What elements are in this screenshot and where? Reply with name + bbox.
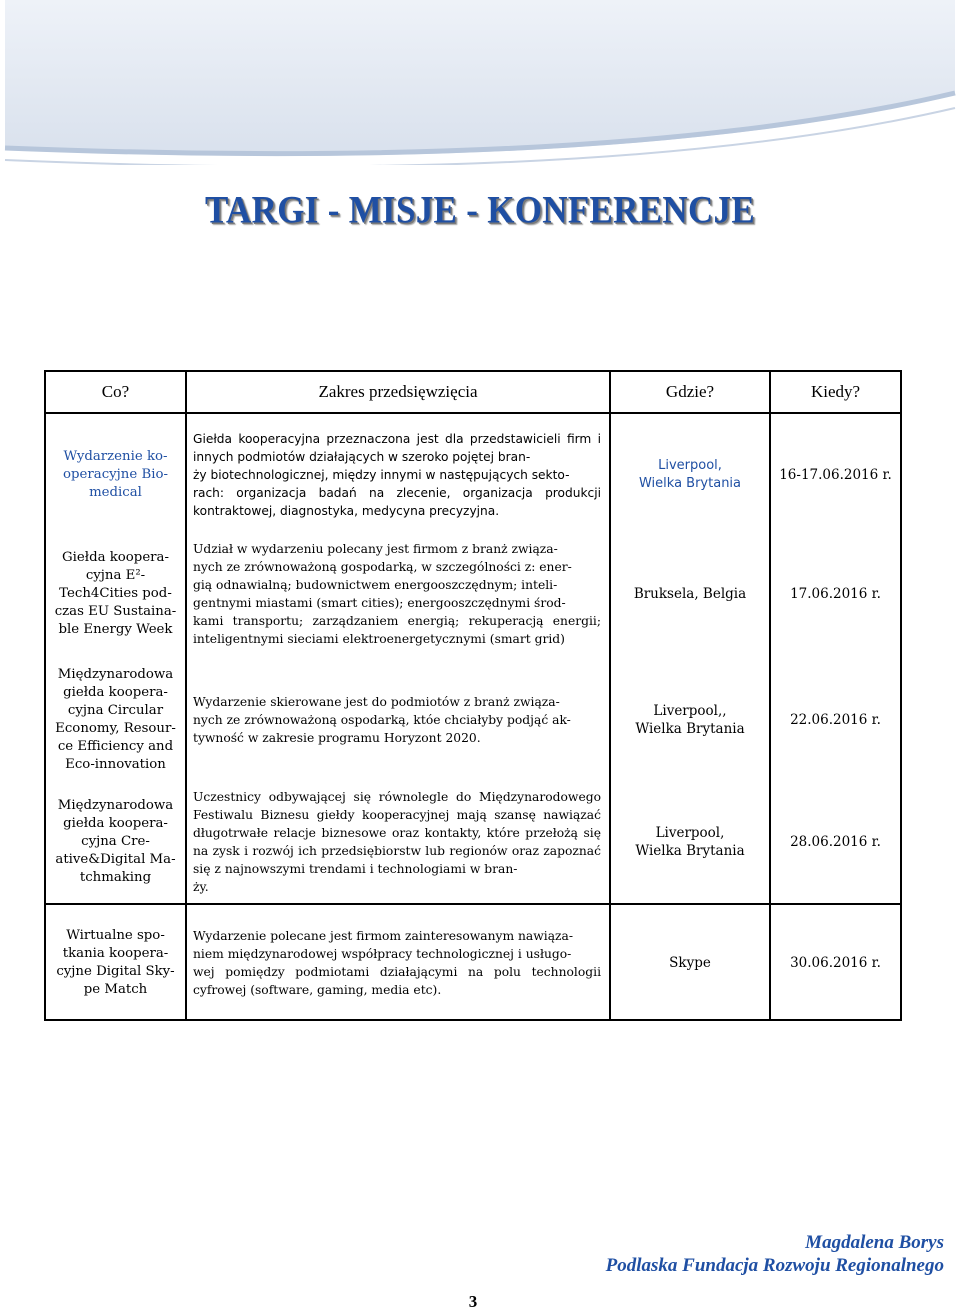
event-date: 17.06.2016 r. <box>790 586 881 602</box>
footer-organization: Podlaska Fundacja Rozwoju Regionalnego <box>605 1255 944 1276</box>
event-location: Bruksela, Belgia <box>633 586 747 602</box>
event-date: 16-17.06.2016 r. <box>779 467 892 483</box>
page-title: TARGI - MISJE - KONFERENCJE <box>205 187 755 232</box>
event-date: 30.06.2016 r. <box>790 955 881 971</box>
event-description: Giełda kooperacyjna przeznaczona jest dla przedstawicieli firm i innych podmiotów działających w szeroko pojętej bran- ży biotechnologicznej, między innymi w następujących sekto- rach: organizacja badań na zlecenie, organizacja produkcji kontraktowej, diagnostyka, medycyna precyzyjna. <box>193 432 601 518</box>
event-location: Liverpool, Wielka Brytania <box>635 825 745 859</box>
event-date: 28.06.2016 r. <box>790 834 881 850</box>
row-divider <box>46 903 900 905</box>
events-table <box>44 370 902 1021</box>
header-zakres: Zakres przedsięwzięcia <box>318 382 478 401</box>
page-number: 3 <box>468 1292 478 1311</box>
event-description: Wydarzenie skierowane jest do podmiotów z branż związa- nych ze zrównoważoną ospodarką, któe chciałyby podjąć ak- tywność w zakresie programu Horyzont 2020. <box>193 695 571 745</box>
event-date: 22.06.2016 r. <box>790 712 881 728</box>
header-divider <box>46 412 900 414</box>
header-banner <box>0 0 960 165</box>
event-name: Międzynarodowa giełda koopera- cyjna Circular Economy, Resour- ce Efficiency and Eco-innovation <box>55 667 176 772</box>
header-gdzie: Gdzie? <box>665 382 715 401</box>
event-location: Liverpool, Wielka Brytania <box>638 458 742 491</box>
event-name: Giełda koopera- cyjna E²- Tech4Cities pod- czas EU Sustaina- ble Energy Week <box>54 550 177 637</box>
event-location: Skype <box>669 955 711 971</box>
event-description: Wydarzenie polecane jest firmom zainteresowanym nawiąza- niem międzynarodowej współpracy technologicznej i usługo- wej pomiędzy podmiotami działającymi na polu technologii cyfrowej (software, gaming, media etc). <box>193 929 601 997</box>
header-co: Co? <box>101 382 130 401</box>
event-location: Liverpool,, Wielka Brytania <box>635 703 745 737</box>
header-kiedy: Kiedy? <box>810 382 861 401</box>
event-name: Międzynarodowa giełda koopera- cyjna Cre- ative&Digital Ma- tchmaking <box>55 798 176 885</box>
footer-author: Magdalena Borys <box>805 1232 944 1253</box>
event-name: Wydarzenie ko- operacyjne Bio- medical <box>63 449 168 500</box>
event-description: Udział w wydarzeniu polecany jest firmom z branż związa- nych ze zrównoważoną gospodarką, w szczególności z: ener- gią odnawialną; budownictwem energooszczędnym; inteli- gentnymi miastami (smart cities); energooszczędnymi środ- kami transportu; zarządzaniem energią; rekuperacją energii; inteligentnymi sieciami elektroenergetycznymi (smart grid) <box>193 542 601 646</box>
event-name: Wirtualne spo- tkania koopera- cyjne Digital Sky- pe Match <box>56 928 175 997</box>
event-description: Uczestnicy odbywającej się równolegle do Międzynarodowego Festiwalu Biznesu giełdy kooperacyjnej mają szansę nawiązać długotrwałe relacje biznesowe oraz kontakty, które przełożą się na zysk i rozwój ich przedsiębiorstw lub regionów oraz zapoznać się z najnowszymi trendami i technologiami w bran- ży. <box>193 790 601 894</box>
